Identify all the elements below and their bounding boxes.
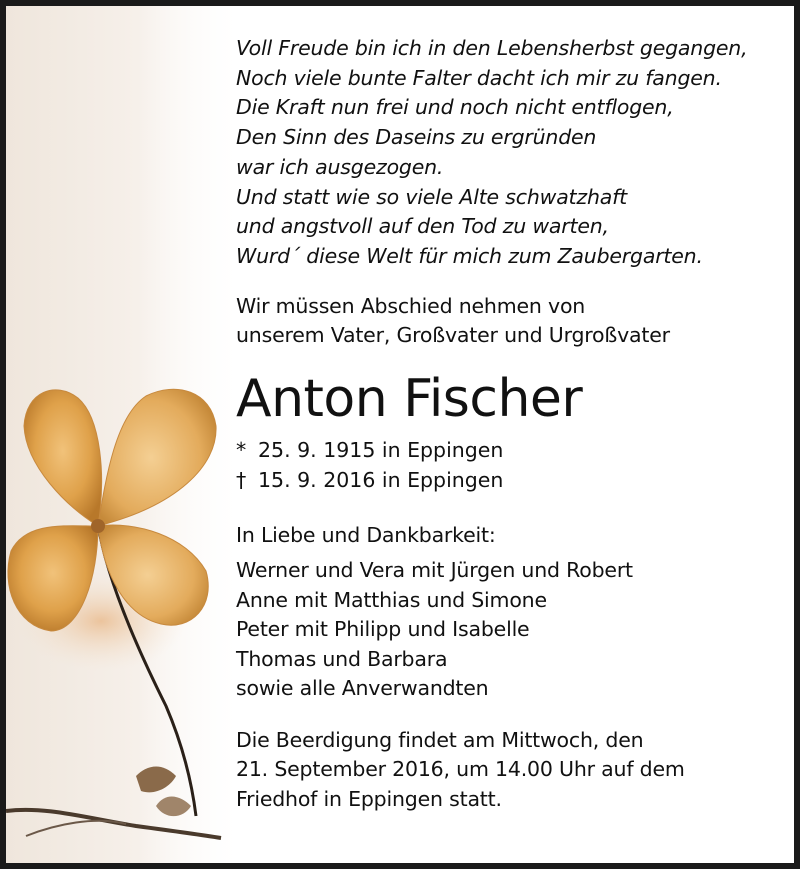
- poem-line: Voll Freude bin ich in den Lebensherbst gegangen,: [236, 36, 748, 60]
- mourner: sowie alle Anverwandten: [236, 676, 489, 701]
- mourner: Peter mit Philipp und Isabelle: [236, 617, 530, 642]
- death-date-line: [236, 465, 786, 495]
- mourners-heading: In Liebe und Dankbarkeit:: [236, 522, 496, 547]
- intro-line: Wir müssen Abschied nehmen von: [236, 293, 586, 318]
- obituary-text: [236, 34, 786, 815]
- deceased-name: Anton Fischer: [236, 368, 583, 429]
- poem-line: Wurd´ diese Welt für mich zum Zaubergarten.: [236, 243, 703, 268]
- farewell-intro: [236, 292, 786, 351]
- death-symbol: †: [236, 467, 247, 492]
- funeral-line: Die Beerdigung findet am Mittwoch, den: [236, 727, 644, 752]
- poem-line: Noch viele bunte Falter dacht ich mir zu fangen.: [236, 65, 722, 90]
- obituary-card: [6, 6, 794, 863]
- poem-line: Die Kraft nun frei und noch nicht entflogen,: [236, 95, 674, 120]
- mourner: Thomas und Barbara: [236, 646, 448, 671]
- funeral-notice: [236, 726, 786, 815]
- funeral-line: 21. September 2016, um 14.00 Uhr auf dem: [236, 757, 685, 782]
- poem-line: Den Sinn des Daseins zu ergründen: [236, 125, 597, 150]
- poem-line: war ich ausgezogen.: [236, 154, 444, 179]
- poem: [236, 34, 786, 272]
- mourner: Werner und Vera mit Jürgen und Robert: [236, 558, 633, 583]
- intro-line: unserem Vater, Großvater und Urgroßvater: [236, 323, 670, 348]
- birth-date: 25. 9. 1915 in Eppingen: [258, 437, 504, 462]
- mourner: Anne mit Matthias und Simone: [236, 587, 547, 612]
- birth-date-line: [236, 435, 786, 465]
- death-date: 15. 9. 2016 in Eppingen: [258, 467, 504, 492]
- poem-line: Und statt wie so viele Alte schwatzhaft: [236, 184, 627, 209]
- mourners: [236, 521, 786, 704]
- poem-line: und angstvoll auf den Tod zu warten,: [236, 214, 609, 239]
- birth-symbol: *: [236, 437, 247, 462]
- life-dates: [236, 435, 786, 495]
- funeral-line: Friedhof in Eppingen statt.: [236, 787, 502, 812]
